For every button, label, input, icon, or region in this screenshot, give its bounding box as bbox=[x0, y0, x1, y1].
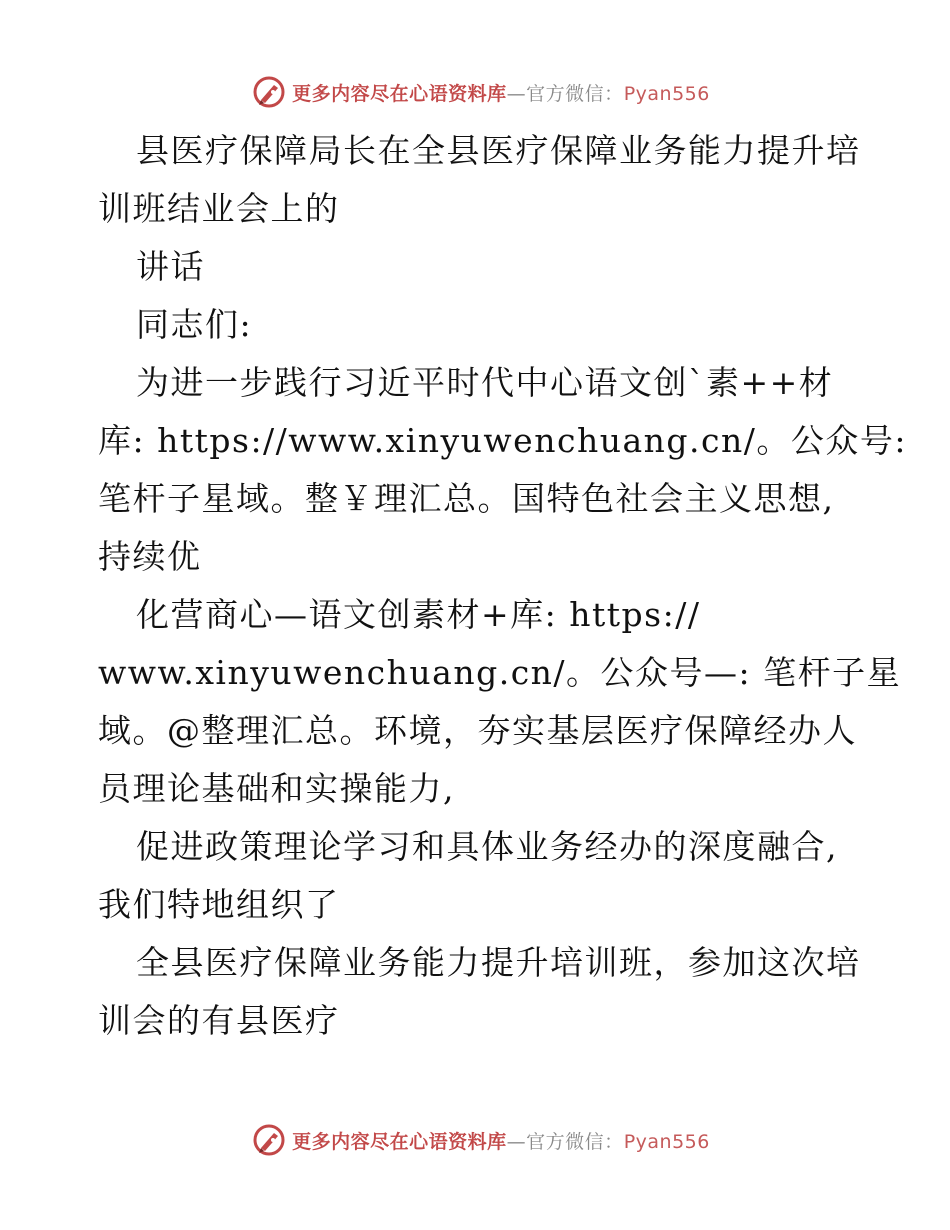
paragraph-line: 为进一步践行习近平时代中心语文创`素++材 bbox=[136, 363, 834, 402]
title-line-1: 县医疗保障局长在全县医疗保障业务能力提升培 bbox=[136, 131, 861, 170]
watermark-text bbox=[292, 1127, 710, 1154]
paragraph-line: 库: https://www.xinyuwenchuang.cn/。公众号: bbox=[98, 421, 907, 460]
title-line-2: 训班结业会上的 bbox=[98, 189, 340, 228]
footer-watermark bbox=[0, 1120, 950, 1160]
watermark-lead: 更多内容尽在心语资料库 bbox=[292, 1130, 507, 1153]
paragraph-line: www.xinyuwenchuang.cn/。公众号—: 笔杆子星 bbox=[98, 653, 902, 692]
paragraph-line: 员理论基础和实操能力, bbox=[98, 769, 455, 808]
paragraph-line: 训会的有县医疗 bbox=[98, 1001, 340, 1040]
paragraph-line: 促进政策理论学习和具体业务经办的深度融合, bbox=[136, 827, 838, 866]
watermark-wechat-label: 官方微信： bbox=[526, 82, 624, 105]
paragraph-line: 全县医疗保障业务能力提升培训班，参加这次培 bbox=[136, 943, 861, 982]
watermark-wechat-handle: Pyan556 bbox=[623, 1130, 710, 1153]
watermark-wechat-handle: Pyan556 bbox=[623, 82, 710, 105]
footer-watermark-inner bbox=[252, 1123, 710, 1157]
header-watermark bbox=[0, 72, 950, 112]
pen-logo-icon bbox=[252, 75, 286, 109]
document-body bbox=[98, 122, 907, 1050]
paragraph-line: 化营商心—语文创素材+库: https:// bbox=[136, 595, 701, 634]
paragraph-line: 持续优 bbox=[98, 537, 202, 576]
watermark-text bbox=[292, 79, 710, 106]
paragraph-line: 笔杆子星域。整￥理汇总。国特色社会主义思想, bbox=[98, 479, 835, 518]
watermark-wechat-label: 官方微信： bbox=[526, 1130, 624, 1153]
title-line-3: 讲话 bbox=[136, 247, 205, 286]
watermark-separator: — bbox=[506, 82, 527, 105]
pen-logo-icon bbox=[252, 1123, 286, 1157]
watermark-separator: — bbox=[506, 1130, 527, 1153]
paragraph-line: 域。@整理汇总。环境，夯实基层医疗保障经办人 bbox=[98, 711, 857, 750]
header-watermark-inner bbox=[252, 75, 710, 109]
paragraph-line: 我们特地组织了 bbox=[98, 885, 340, 924]
salutation: 同志们: bbox=[136, 305, 253, 344]
watermark-lead: 更多内容尽在心语资料库 bbox=[292, 82, 507, 105]
